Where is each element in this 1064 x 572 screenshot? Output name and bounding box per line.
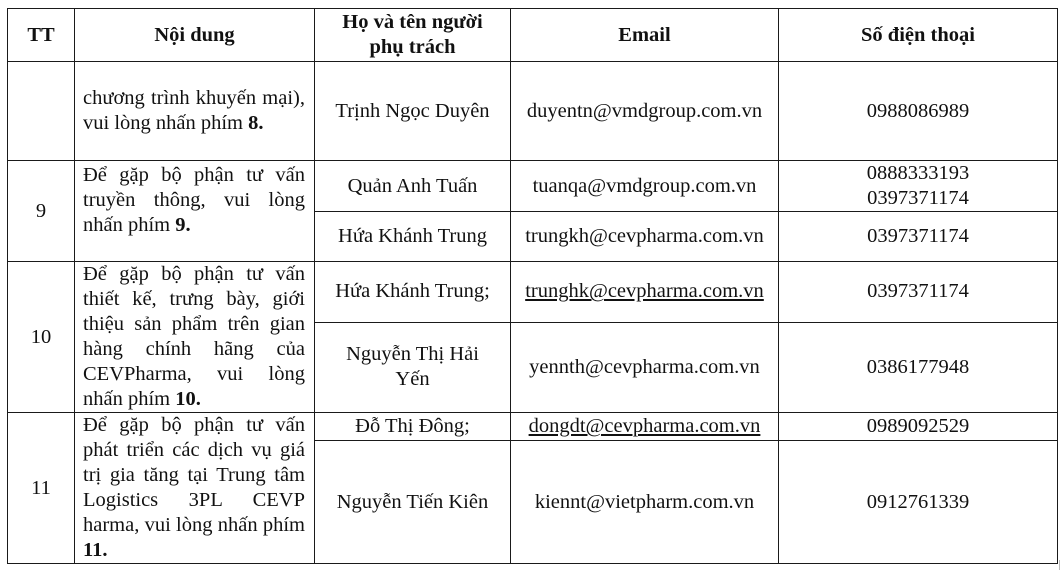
content-cell [75, 161, 315, 262]
content-text: Để gặp bộ phận tư vấn phát triển các dịch vụ giá trị gia tăng tại Trung tâm Logistics 3PL CEVP harma, vui lòng nhấn phím [83, 414, 305, 536]
person-cell: Hứa Khánh Trung; [315, 262, 511, 323]
phone-cell: 0988086989 [779, 62, 1058, 161]
email-cell[interactable]: kiennt@vietpharm.com.vn [511, 441, 779, 564]
content-cell [75, 62, 315, 161]
table-row [8, 62, 1058, 161]
email-cell[interactable]: trungkh@cevpharma.com.vn [511, 212, 779, 262]
person-cell: Nguyễn Tiến Kiên [315, 441, 511, 564]
phone-cell [779, 161, 1058, 212]
row-number: 10 [8, 262, 75, 413]
header-row [8, 9, 1058, 62]
person-cell: Nguyễn Thị Hải Yến [315, 322, 511, 412]
content-text: Để gặp bộ phận tư vấn thiết kế, trưng bày, giới thiệu sản phẩm trên gian hàng chính hãng của CEVPharma, vui lòng nhấn phím [83, 263, 305, 410]
header-content: Nội dung [75, 9, 315, 62]
person-cell: Đỗ Thị Đông; [315, 413, 511, 441]
phone-cell: 0397371174 [779, 212, 1058, 262]
phone-line: 0397371174 [867, 187, 969, 209]
phone-cell: 0386177948 [779, 322, 1058, 412]
phone-line: 0888333193 [866, 162, 970, 184]
table-row [8, 262, 1058, 323]
key-number: 8. [248, 112, 264, 134]
header-email: Email [511, 9, 779, 62]
phone-cell: 0989092529 [779, 413, 1058, 441]
row-number: 11 [8, 413, 75, 564]
key-number: 9. [175, 214, 191, 236]
header-person: Họ và tên người phụ trách [315, 9, 511, 62]
row-number [8, 62, 75, 161]
content-cell [75, 413, 315, 564]
header-tt: TT [8, 9, 75, 62]
email-link[interactable]: dongdt@cevpharma.com.vn [511, 413, 779, 441]
person-cell: Hứa Khánh Trung [315, 212, 511, 262]
content-cell [75, 262, 315, 413]
header-phone: Số điện thoại [779, 9, 1058, 62]
content-text: chương trình khuyến mại), vui lòng nhấn phím [83, 87, 305, 134]
email-cell[interactable]: duyentn@vmdgroup.com.vn [511, 62, 779, 161]
table-row [8, 413, 1058, 441]
key-number: 10. [175, 388, 201, 410]
table-row [8, 161, 1058, 212]
person-cell: Quản Anh Tuấn [315, 161, 511, 212]
person-cell: Trịnh Ngọc Duyên [315, 62, 511, 161]
contact-table [7, 8, 1058, 564]
key-number: 11. [83, 539, 108, 561]
email-cell[interactable]: tuanqa@vmdgroup.com.vn [511, 161, 779, 212]
email-cell[interactable]: yennth@cevpharma.com.vn [511, 322, 779, 412]
page-edge-mark [1059, 560, 1060, 570]
content-text: Để gặp bộ phận tư vấn truyền thông, vui lòng nhấn phím [83, 164, 305, 236]
row-number: 9 [8, 161, 75, 262]
email-link[interactable]: trunghk@cevpharma.com.vn [511, 262, 779, 323]
phone-cell: 0397371174 [779, 262, 1058, 323]
phone-cell: 0912761339 [779, 441, 1058, 564]
